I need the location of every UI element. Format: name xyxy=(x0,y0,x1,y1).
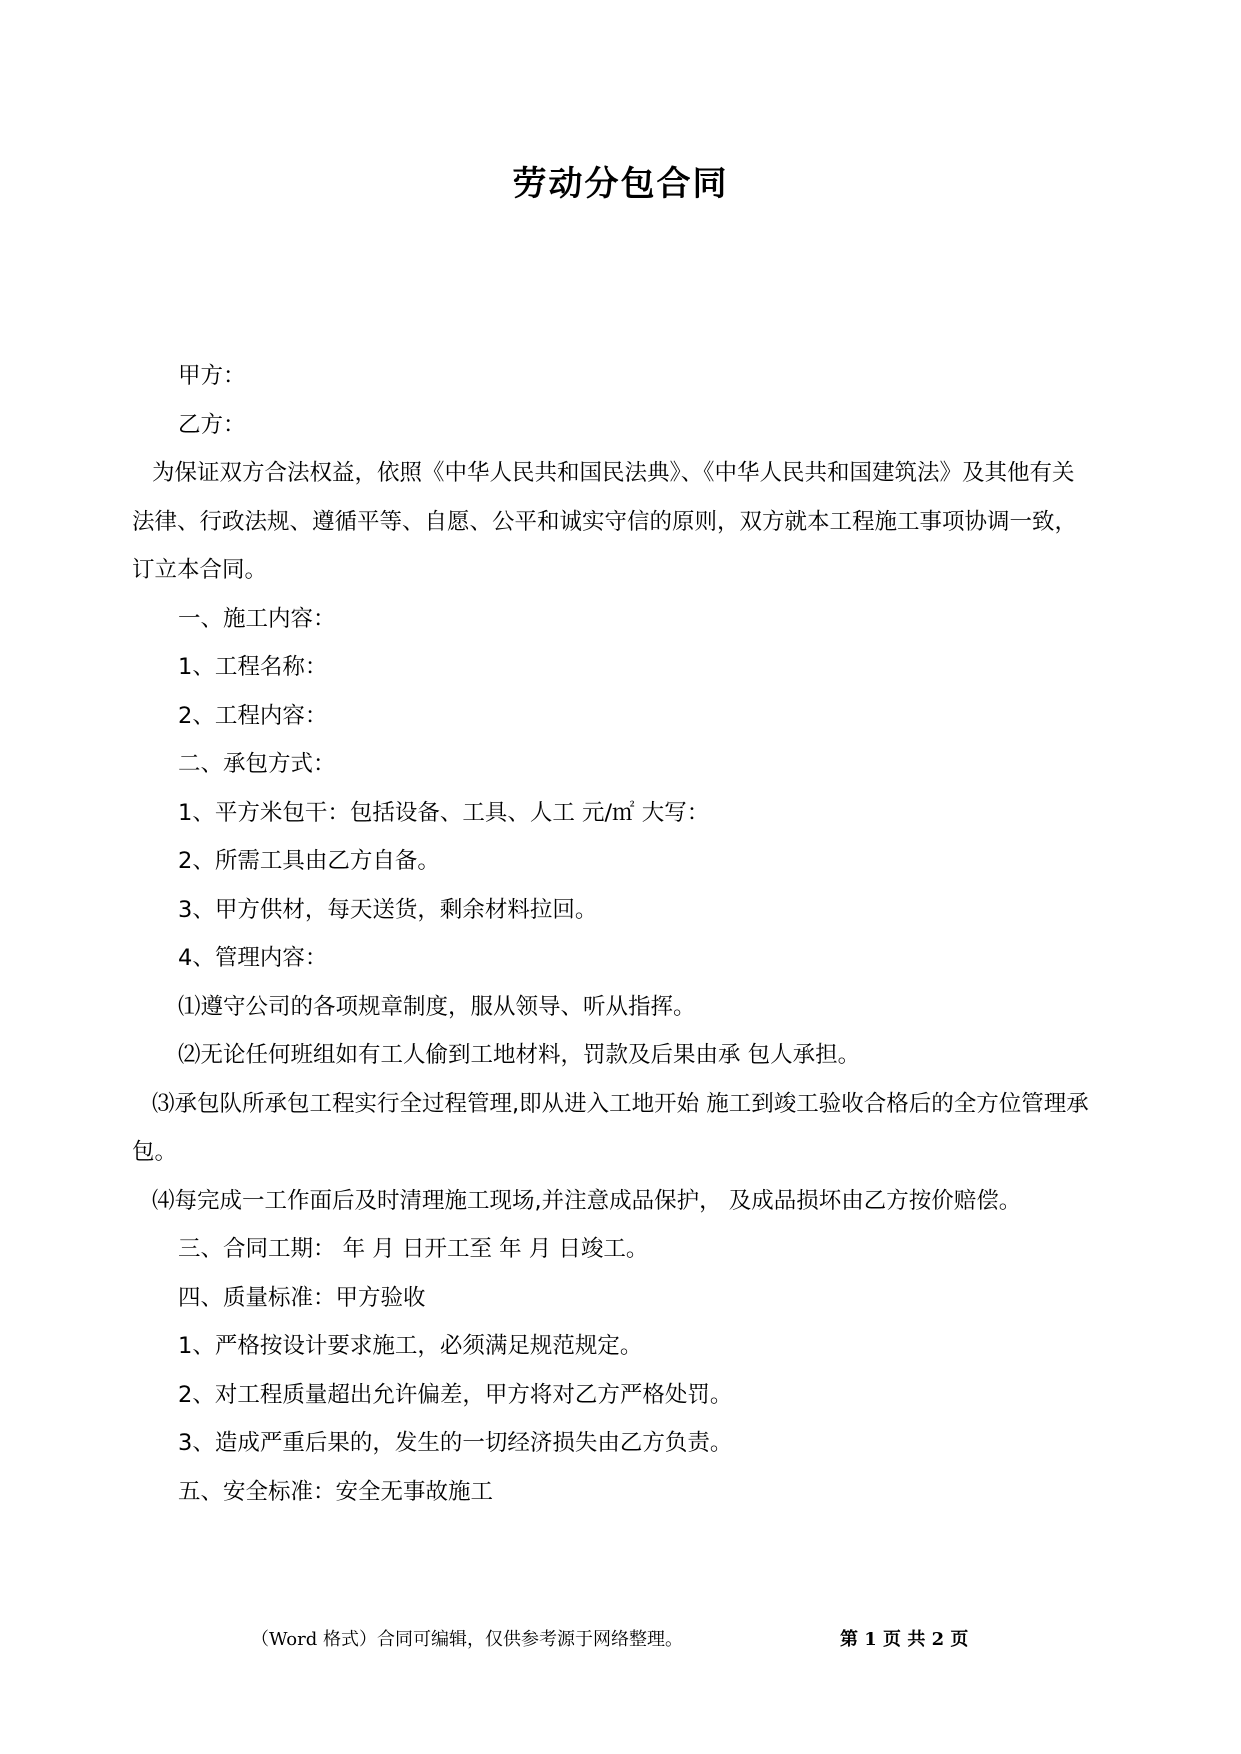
section-5-heading: 五、安全标准：安全无事故施工 xyxy=(178,1478,494,1505)
party-b-line: 乙方： xyxy=(178,411,246,438)
section-2-item-3: 3、甲方供材，每天送货，剩余材料拉回。 xyxy=(178,896,598,923)
management-clause-3: ⑶承包队所承包工程实行全过程管理,即从进入工地开始 施工到竣工验收合格后的全方位管理承包。 xyxy=(132,1090,1089,1165)
section-1-item-2: 2、工程内容： xyxy=(178,702,328,729)
section-1-item-1: 1、工程名称： xyxy=(178,654,328,680)
section-4-item-2: 2、对工程质量超出允许偏差，甲方将对乙方严格处罚。 xyxy=(178,1381,733,1408)
section-4-item-1: 1、严格按设计要求施工，必须满足规范规定。 xyxy=(178,1333,643,1359)
section-1-heading: 一、施工内容： xyxy=(178,605,336,632)
page-number: 第 1 页 共 2 页 xyxy=(840,1629,969,1650)
section-3-heading: 三、合同工期： 年 月 日开工至 年 月 日竣工。 xyxy=(178,1236,649,1262)
document-title: 劳动分包合同 xyxy=(512,164,729,204)
section-2-item-4: 4、管理内容： xyxy=(178,945,328,971)
management-clause-4: ⑷每完成一工作面后及时清理施工现场,并注意成品保护， 及成品损坏由乙方按价赔偿。 xyxy=(152,1187,1022,1214)
document-body xyxy=(132,352,1090,1516)
management-clause-2: ⑵无论任何班组如有工人偷到工地材料，罚款及后果由承 包人承担。 xyxy=(178,1042,861,1068)
party-a-line: 甲方： xyxy=(178,363,246,389)
section-2-item-1: 1、平方米包干：包括设备、工具、人工 元/㎡ 大写： xyxy=(178,799,710,826)
preamble-paragraph: 为保证双方合法权益，依照《中华人民共和国民法典》、《中华人民共和国建筑法》及其他有关法律、行政法规、遵循平等、自愿、公平和诚实守信的原则，双方就本工程施工事项协调一致，订立本合同。 xyxy=(132,460,1078,583)
management-clause-1: ⑴遵守公司的各项规章制度，服从领导、听从指挥。 xyxy=(178,993,696,1020)
section-4-item-3: 3、造成严重后果的，发生的一切经济损失由乙方负责。 xyxy=(178,1430,733,1456)
section-2-heading: 二、承包方式： xyxy=(178,751,336,777)
footer-note: （Word 格式）合同可编辑，仅供参考源于网络整理。 xyxy=(251,1629,683,1650)
section-2-item-2: 2、所需工具由乙方自备。 xyxy=(178,848,440,874)
section-4-heading: 四、质量标准：甲方验收 xyxy=(178,1284,426,1311)
